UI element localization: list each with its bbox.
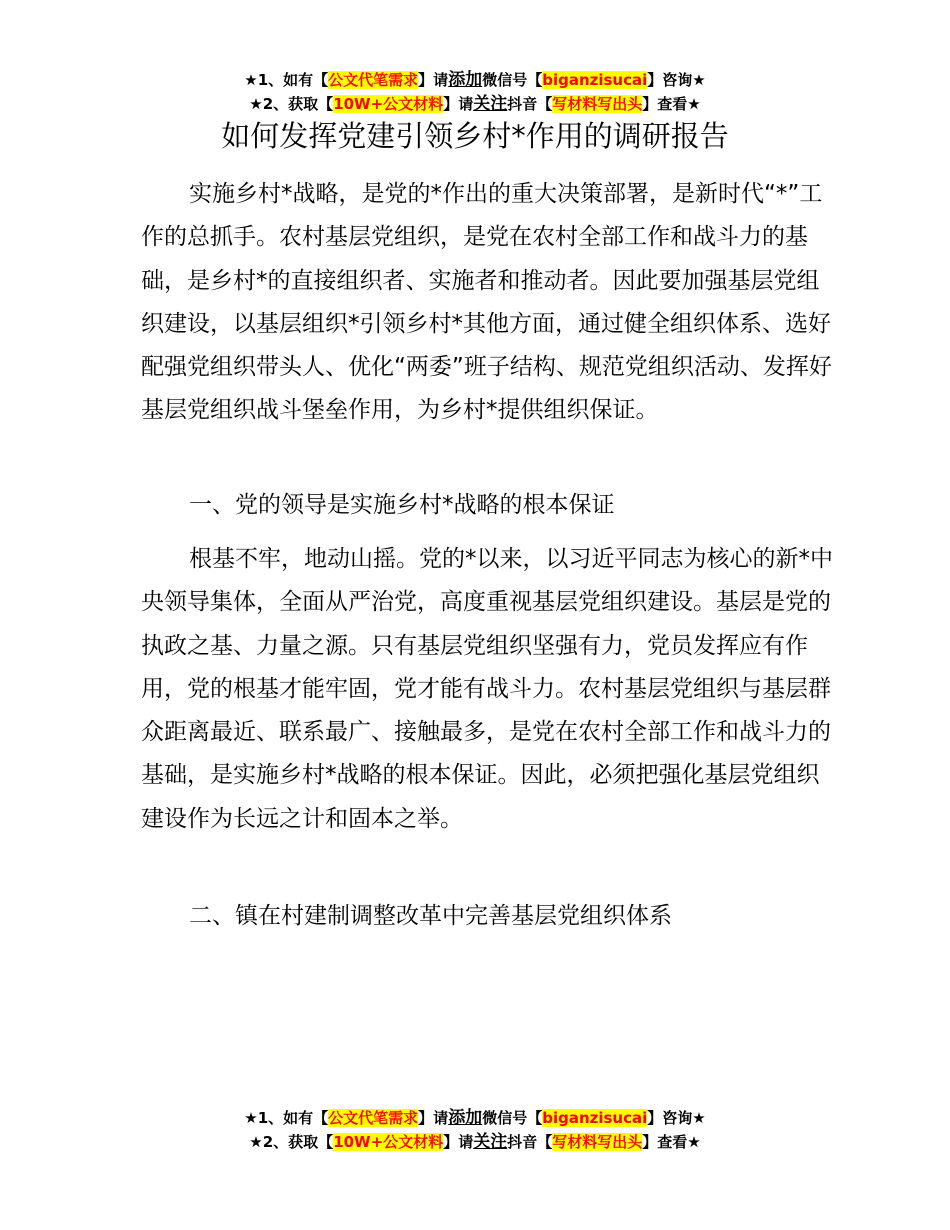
banner-text: 】请 xyxy=(443,95,474,113)
banner-highlight: 写材料写出头 xyxy=(552,95,643,113)
banner-highlight: 公文代笔需求 xyxy=(328,71,419,89)
banner-line-1 xyxy=(0,68,950,92)
banner-text: 】请 xyxy=(418,1109,449,1127)
banner-text: ★2、获取【 xyxy=(249,1133,334,1151)
document-title: 如何发挥党建引领乡村*作用的调研报告 xyxy=(221,119,729,153)
banner-text: 抖音【 xyxy=(507,1133,553,1151)
banner-text: 】咨询★ xyxy=(647,71,706,89)
banner-text: 】查看★ xyxy=(642,95,701,113)
section-1 xyxy=(141,484,841,527)
banner-text: ★1、如有【 xyxy=(244,71,329,89)
banner-text: 】咨询★ xyxy=(647,1109,706,1127)
banner-text: 抖音【 xyxy=(507,95,553,113)
intro-paragraph: 实施乡村*战略，是党的*作出的重大决策部署，是新时代“*”工作的总抓手。农村基层党组织，是党在农村全部工作和战斗力的基础，是乡村*的直接组织者、实施者和推动者。因此要加强基层党组织建设，以基层组织*引领乡村*其他方面，通过健全组织体系、选好配强党组织带头人、优化“两委”班子结构、规范党组织活动、发挥好基层党组织战斗堡垒作用，为乡村*提供组织保证。 xyxy=(141,181,832,424)
banner-text: 】请 xyxy=(418,71,449,89)
bottom-banner xyxy=(0,1106,950,1154)
banner-highlight: 公文代笔需求 xyxy=(328,1109,419,1127)
banner-highlight: biganzisucai xyxy=(542,1109,648,1127)
section-2 xyxy=(141,895,841,938)
banner-highlight: biganzisucai xyxy=(542,71,648,89)
banner-highlight: 10W+公文材料 xyxy=(333,1133,444,1151)
banner-text: 微信号【 xyxy=(482,1109,543,1127)
banner-text: ★2、获取【 xyxy=(249,95,334,113)
section-heading-2: 二、镇在村建制调整改革中完善基层党组织体系 xyxy=(189,903,672,929)
banner-line-2 xyxy=(0,92,950,116)
banner-underline: 关注 xyxy=(473,1132,508,1152)
banner-highlight: 写材料写出头 xyxy=(552,1133,643,1151)
banner-text: 】请 xyxy=(443,1133,474,1151)
section-1-body xyxy=(141,538,841,841)
banner-line-1 xyxy=(0,1106,950,1130)
banner-underline: 添加 xyxy=(448,1108,483,1128)
banner-highlight: 10W+公文材料 xyxy=(333,95,444,113)
section-heading-1: 一、党的领导是实施乡村*战略的根本保证 xyxy=(189,492,615,518)
document-body xyxy=(141,173,841,433)
banner-text: 】查看★ xyxy=(642,1133,701,1151)
banner-text: 微信号【 xyxy=(482,71,543,89)
banner-underline: 关注 xyxy=(473,94,508,114)
banner-line-2 xyxy=(0,1130,950,1154)
banner-text: ★1、如有【 xyxy=(244,1109,329,1127)
section-1-paragraph: 根基不牢，地动山摇。党的*以来，以习近平同志为核心的新*中央领导集体，全面从严治党，高度重视基层党组织建设。基层是党的执政之基、力量之源。只有基层党组织坚强有力，党员发挥应有作用，党的根基才能牢固，党才能有战斗力。农村基层党组织与基层群众距离最近、联系最广、接触最多，是党在农村全部工作和战斗力的基础，是实施乡村*战略的根本保证。因此，必须把强化基层党组织建设作为长远之计和固本之举。 xyxy=(141,546,833,832)
banner-underline: 添加 xyxy=(448,70,483,90)
top-banner xyxy=(0,68,950,116)
